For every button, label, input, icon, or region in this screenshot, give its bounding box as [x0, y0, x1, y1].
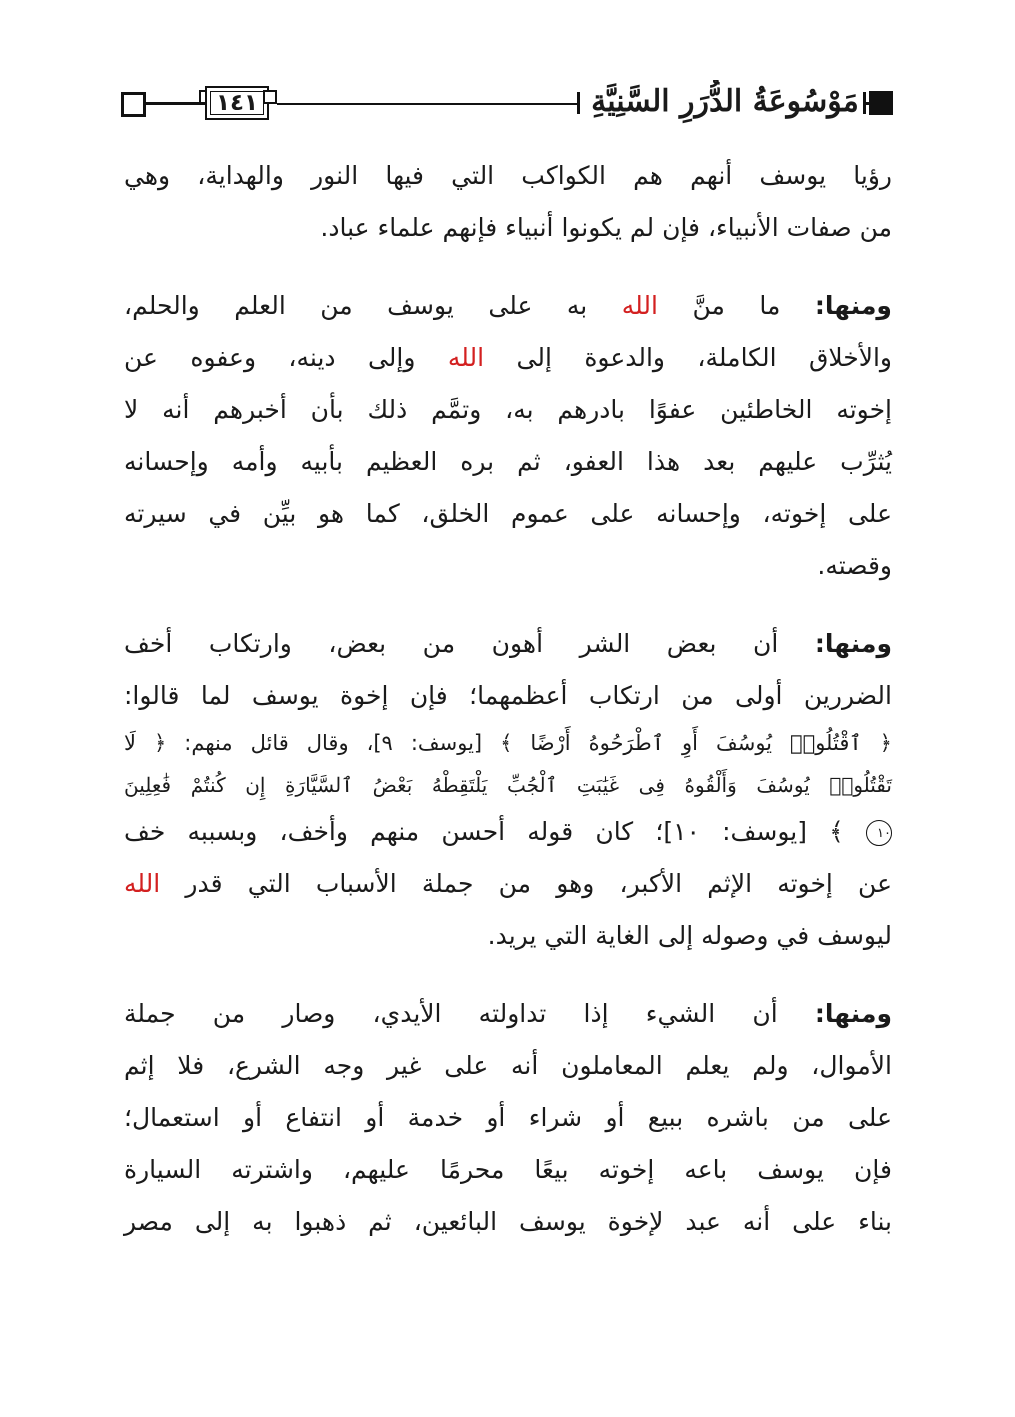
header-solid-square-ornament — [869, 91, 893, 115]
quran-verse-line: تَقْتُلُوا۟ يُوسُفَ وَأَلْقُوهُ فِى غَيَٰبَتِ ٱلْجُبِّ يَلْتَقِطْهُ بَعْضُ ٱلسَّيَّارَةِ إِن كُنتُمْ فَٰعِلِينَ — [124, 773, 892, 797]
text-line: ومنها: أن الشيء إذا تداولته الأيدي، وصار من جملة — [124, 999, 892, 1028]
text-line: يُثرِّب عليهم بعد هذا العفو، ثم بره العظيم بأبيه وأمه وإحسانه — [124, 447, 892, 476]
divine-name: الله — [621, 291, 658, 320]
text-line: وقصته. — [817, 551, 892, 580]
text-line: من صفات الأنبياء، فإن لم يكونوا أنبياء فإنهم علماء عباد. — [320, 213, 892, 242]
text-line: فإن يوسف باعه إخوته بيعًا محرمًا عليهم، واشترته السيارة — [124, 1155, 892, 1184]
text-line: ومنها: أن بعض الشر أهون من بعض، وارتكاب أخف — [124, 629, 892, 658]
text-line: رؤيا يوسف أنهم هم الكواكب التي فيها النور والهداية، وهي — [124, 161, 892, 190]
text-line: على إخوته، وإحسانه على عموم الخلق، كما هو بيِّن في سيرته — [124, 499, 892, 528]
paragraph — [124, 150, 892, 254]
paragraph — [124, 618, 892, 962]
quran-quote: ﴿ لَا — [124, 731, 167, 755]
page-number: ١٤١ — [215, 90, 259, 116]
text-line: الضررين أولى من ارتكاب أعظمهما؛ فإن إخوة يوسف لما قالوا: — [124, 681, 892, 710]
divine-name: الله — [124, 869, 161, 898]
text-line: إخوته الخاطئين عفوًا بادرهم به، وتمَّم ذلك بأن أخبرهم أنه لا — [124, 395, 892, 424]
text-line: ليوسف في وصوله إلى الغاية التي يريد. — [487, 921, 892, 950]
text-line: ومنها: ما منَّ الله به على يوسف من العلم والحلم، — [124, 291, 892, 320]
divine-name: الله — [447, 343, 485, 372]
page-body — [124, 150, 892, 1248]
text-line: والأخلاق الكاملة، والدعوة إلى الله وإلى دينه، وعفوه عن — [124, 343, 893, 372]
quran-quote: ﴿ ٱقْتُلُوا۟ يُوسُفَ أَوِ ٱطْرَحُوهُ أَرْضًا ﴾ — [500, 731, 892, 755]
page-number-frame — [205, 86, 269, 120]
paragraph — [124, 280, 892, 592]
ayah-number-mark: ١٠ — [866, 820, 892, 846]
header-hollow-square-ornament — [121, 92, 146, 117]
text-line: ١٠ ﴾ [يوسف: ١٠]؛ كان قوله أحسن منهم وأخف، وبسببه خف — [124, 817, 891, 846]
lead-word: ومنها: — [814, 291, 892, 320]
header-rule-middle — [277, 103, 577, 105]
text-line: على من باشره ببيع أو شراء أو خدمة أو انتفاع أو استعمال؛ — [124, 1103, 892, 1132]
page-header — [121, 80, 893, 128]
text-line: الأموال، ولم يعلم المعاملون أنه على غير وجه الشرع، فلا إثم — [124, 1051, 892, 1080]
text-line: بناء على أنه عبد لإخوة يوسف البائعين، ثم ذهبوا به إلى مصر — [124, 1207, 892, 1236]
quran-verse-line: ﴿ ٱقْتُلُوا۟ يُوسُفَ أَوِ ٱطْرَحُوهُ أَرْضًا ﴾ [يوسف: ٩]، وقال قائل منهم: ﴿ لَا — [124, 731, 892, 755]
lead-word: ومنها: — [814, 629, 892, 658]
frame-knot-ornament — [263, 90, 277, 104]
header-tick — [577, 92, 580, 114]
lead-word: ومنها: — [814, 999, 892, 1028]
series-title: مَوْسُوعَةُ الدُّرَرِ السَّنِيَّةِ — [591, 84, 859, 119]
paragraph — [124, 988, 892, 1248]
text-line: عن إخوته الإثم الأكبر، وهو من جملة الأسباب التي قدر الله — [124, 869, 892, 898]
